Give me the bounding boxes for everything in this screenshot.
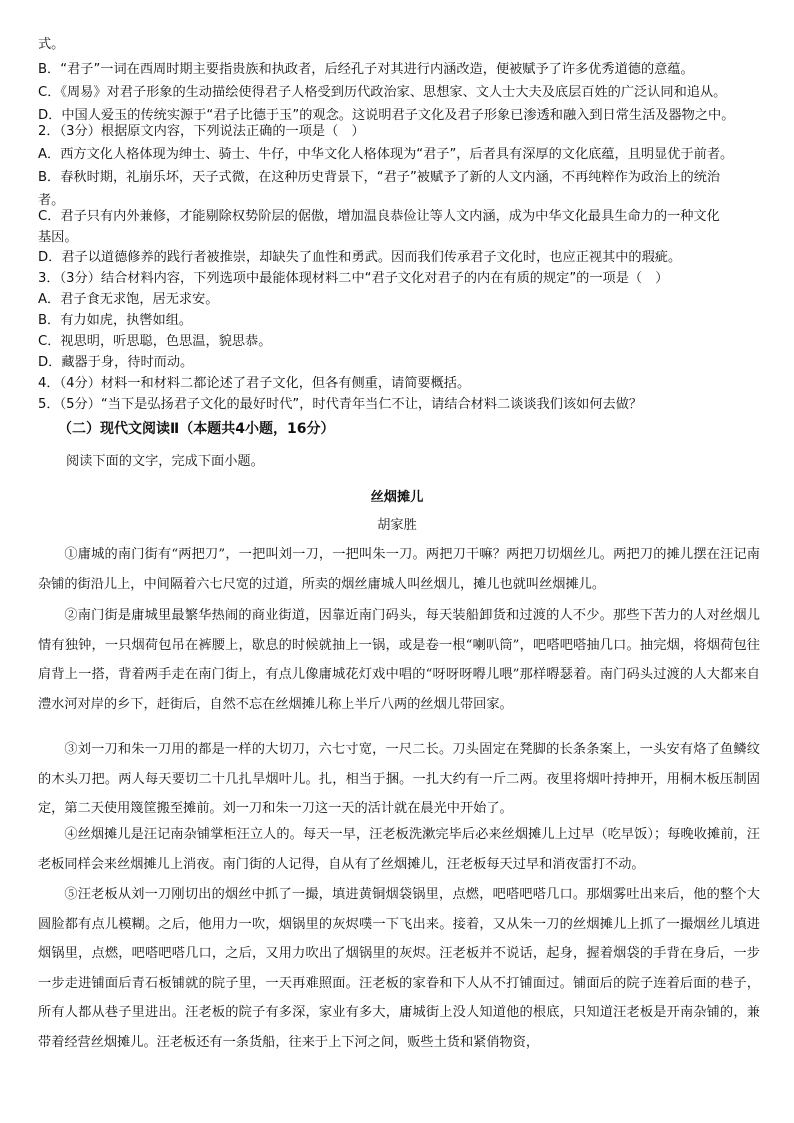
story-paragraph-4: ④丝烟摊儿是汪记南杂铺掌柜汪立人的。每天一早，汪老板洗漱完毕后必来丝烟摊儿上过早（吃早饭）；每晚收摊前，汪老板同样会来丝烟摊儿上消夜。南门街的人记得，自从有了丝烟摊儿，汪老板每天过早和消夜雷打不动。 <box>38 827 760 872</box>
text-line: 基因。 <box>38 230 78 245</box>
text-line: B．有力如虎，执辔如组。 <box>38 313 193 328</box>
text-line: C．视思明，听思聪，色思温，貌思恭。 <box>38 334 272 349</box>
story-paragraph-2: ②南门街是庸城里最繁华热闹的商业街道，因靠近南门码头，每天装船卸货和过渡的人不少。那些下苦力的人对丝烟儿情有独钟，一只烟荷包吊在裤腰上，歇息的时候就抽上一锅，或是卷一根“喇叭筒”，吧嗒吧嗒抽几口。抽完烟，将烟荷包往肩背上一搭，背着两手走在南门街上，有点儿像庸城花灯戏中唱的“呀呀呀嘚儿喂”那样嘚瑟着。南门码头过渡的人大都来自澧水河对岸的乡下，赶街后，自然不忘在丝烟摊儿称上半斤八两的丝烟儿带回家。 <box>38 608 760 712</box>
question-3-stem: 3．（3分）结合材料内容，下列选项中最能体现材料二中“君子文化对君子的内在有质的规定”的一项是（ ） <box>38 271 669 286</box>
story-paragraph-1: ①庸城的南门街有“两把刀”，一把叫刘一刀，一把叫朱一刀。两把刀干嘛？两把刀切烟丝儿。两把刀的摊儿摆在汪记南杂铺的街沿儿上，中间隔着六七尺宽的过道，所卖的烟丝庸城人叫丝烟儿，摊儿也就叫丝烟摊儿。 <box>38 547 760 592</box>
text-line: B．“君子”一词在西周时期主要指贵族和执政者，后经孔子对其进行内涵改造，便被赋予了许多优秀道德的意蕴。 <box>38 62 694 77</box>
text-line: C．《周易》对君子形象的生动描绘使得君子人格受到历代政治家、思想家、文人士大夫及底层百姓的广泛认同和追从。 <box>38 85 727 100</box>
section-heading: （二）现代文阅读Ⅱ（本题共4小题，16分） <box>58 421 335 437</box>
story-title: 丝烟摊儿 <box>370 490 424 505</box>
text-line: C．君子只有内外兼修，才能剔除权势阶层的倨傲，增加温良恭俭让等人文内涵，成为中华文化最具生命力的一种文化 <box>38 209 720 224</box>
question-4-stem: 4．（4分）材料一和材料二都论述了君子文化，但各有侧重，请简要概括。 <box>38 376 471 391</box>
text-line: 式。 <box>38 37 65 52</box>
text-line: D．中国人爱玉的传统实源于“君子比德于玉”的观念。这说明君子文化及君子形象已渗透和融入到日常生活及器物之中。 <box>38 108 735 123</box>
text-line: 者。 <box>38 193 65 208</box>
instruction-text: 阅读下面的文字，完成下面小题。 <box>66 454 264 469</box>
text-line: A．西方文化人格体现为绅士、骑士、牛仔，中华文化人格体现为“君子”，后者具有深厚的文化底蕴，且明显优于前者。 <box>38 147 734 162</box>
question-2-stem: 2．（3分）根据原文内容，下列说法正确的一项是（ ） <box>38 124 365 139</box>
question-5-stem: 5．（5分）“当下是弘扬君子文化的最好时代”，时代青年当仁不让，请结合材料二谈谈我们该如何去做？ <box>38 397 643 412</box>
text-line: B．春秋时期，礼崩乐坏，天子式微，在这种历史背景下，“君子”被赋予了新的人文内涵，不再纯粹作为政治上的统治 <box>38 170 721 185</box>
text-line: D．君子以道德修养的践行者被推崇，却缺失了血性和勇武。因而我们传承君子文化时，也应正视其中的瑕疵。 <box>38 250 682 265</box>
story-paragraph-5: ⑤汪老板从刘一刀刚切出的烟丝中抓了一撮，填进黄铜烟袋锅里，点燃，吧嗒吧嗒几口。那烟雾吐出来后，他的整个大圆脸都有点儿模糊。之后，他用力一吹，烟锅里的灰烬噗一下飞出来。接着，又从朱一刀的丝烟摊儿上抓了一撮烟丝儿填进烟锅里，点燃，吧嗒吧嗒几口，之后，又用力吹出了烟锅里的灰烬。汪老板并不说话，起身，握着烟袋的手背在身后，一步一步走进铺面后青石板铺就的院子里，一天再难照面。汪老板的家眷和下人从不打铺面过。铺面后的院子连着后面的巷子，所有人都从巷子里进出。汪老板的院子有多深，家业有多大，庸城街上没人知道他的根底，只知道汪老板是开南杂铺的，兼带着经营丝烟摊儿。汪老板还有一条货船，往来于上下河之间，贩些土货和紧俏物资， <box>38 887 760 1050</box>
text-line: A．君子食无求饱，居无求安。 <box>38 292 219 307</box>
story-author: 胡家胜 <box>377 518 417 533</box>
text-line: D．藏器于身，待时而动。 <box>38 355 194 370</box>
story-paragraph-3: ③刘一刀和朱一刀用的都是一样的大切刀，六七寸宽，一尺二长。刀头固定在凳脚的长条条案上，一头安有烙了鱼鳞纹的木头刀把。两人每天要切二十几扎旱烟叶儿。扎，相当于捆。一扎大约有一斤二两。夜里将烟叶持抻开，用桐木板压制固定，第二天使用篾筐搬至摊前。刘一刀和朱一刀这一天的活计就在晨光中开始了。 <box>38 742 760 816</box>
